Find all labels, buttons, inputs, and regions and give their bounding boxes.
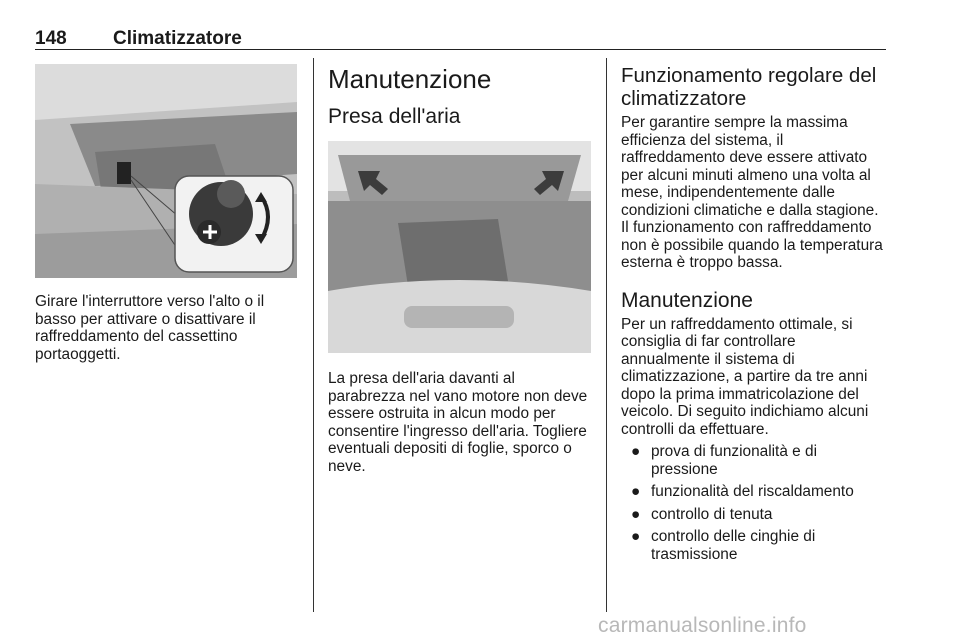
section-title: Manutenzione <box>328 64 492 94</box>
maintenance-body: Per un raffreddamento ottimale, si consiglia di far controllare annualmente il sistema di climatizzazione, a partire da tre anni dopo la prima immatricolazione del veicolo. Di seguito indichiamo alcuni controlli da effettuare. <box>621 315 869 438</box>
glovebox-switch-illustration <box>35 64 297 278</box>
regular-operation-body: Per garantire sempre la massima efficienza del sistema, il raffreddamento deve essere attivato per alcuni minuti almeno una volta al mese, indipendentemente dalle condizioni climatiche e dalla stagione. Il funzionamento con raffreddamento non è possibile quando la temperatura esterna è troppo bassa. <box>621 114 883 271</box>
watermark: carmanualsonline.info <box>598 614 807 637</box>
column-divider-2 <box>606 58 607 612</box>
bullet-icon: ● <box>631 505 641 523</box>
subsection-title: Presa dell'aria <box>328 105 461 128</box>
list-item: ● controllo di tenuta <box>631 505 773 523</box>
bullet-icon: ● <box>631 528 641 545</box>
column-1 <box>35 64 297 363</box>
glovebox-caption: Girare l'interruttore verso l'alto o il basso per attivare o disattivare il raffreddamento del cassettino portaoggetti. <box>35 293 265 363</box>
column-2 <box>328 64 591 475</box>
list-item: ● controllo delle cinghie di trasmissione <box>631 528 816 563</box>
page-header <box>35 26 886 52</box>
air-intake-body: La presa dell'aria davanti al parabrezza nel vano motore non deve essere ostruita in alcun modo per consentire l'ingresso dell'aria. Togliere eventuali depositi di foglie, sporco o neve. <box>328 370 588 475</box>
column-divider-1 <box>313 58 314 612</box>
page-number: 148 <box>35 28 67 49</box>
bullet-icon: ● <box>631 483 641 500</box>
column-3 <box>621 64 887 563</box>
air-intake-illustration <box>328 141 591 353</box>
bullet-icon: ● <box>631 443 641 460</box>
list-item: ● funzionalità del riscaldamento <box>631 483 854 500</box>
chapter-title: Climatizzatore <box>113 28 242 49</box>
maintenance-checklist <box>621 443 887 563</box>
maintenance-title: Manutenzione <box>621 288 753 312</box>
list-item: ● prova di funzionalità e di pressione <box>631 443 817 478</box>
header-rule <box>35 49 886 50</box>
regular-operation-title: Funzionamento regolare del climatizzatore <box>621 64 877 110</box>
